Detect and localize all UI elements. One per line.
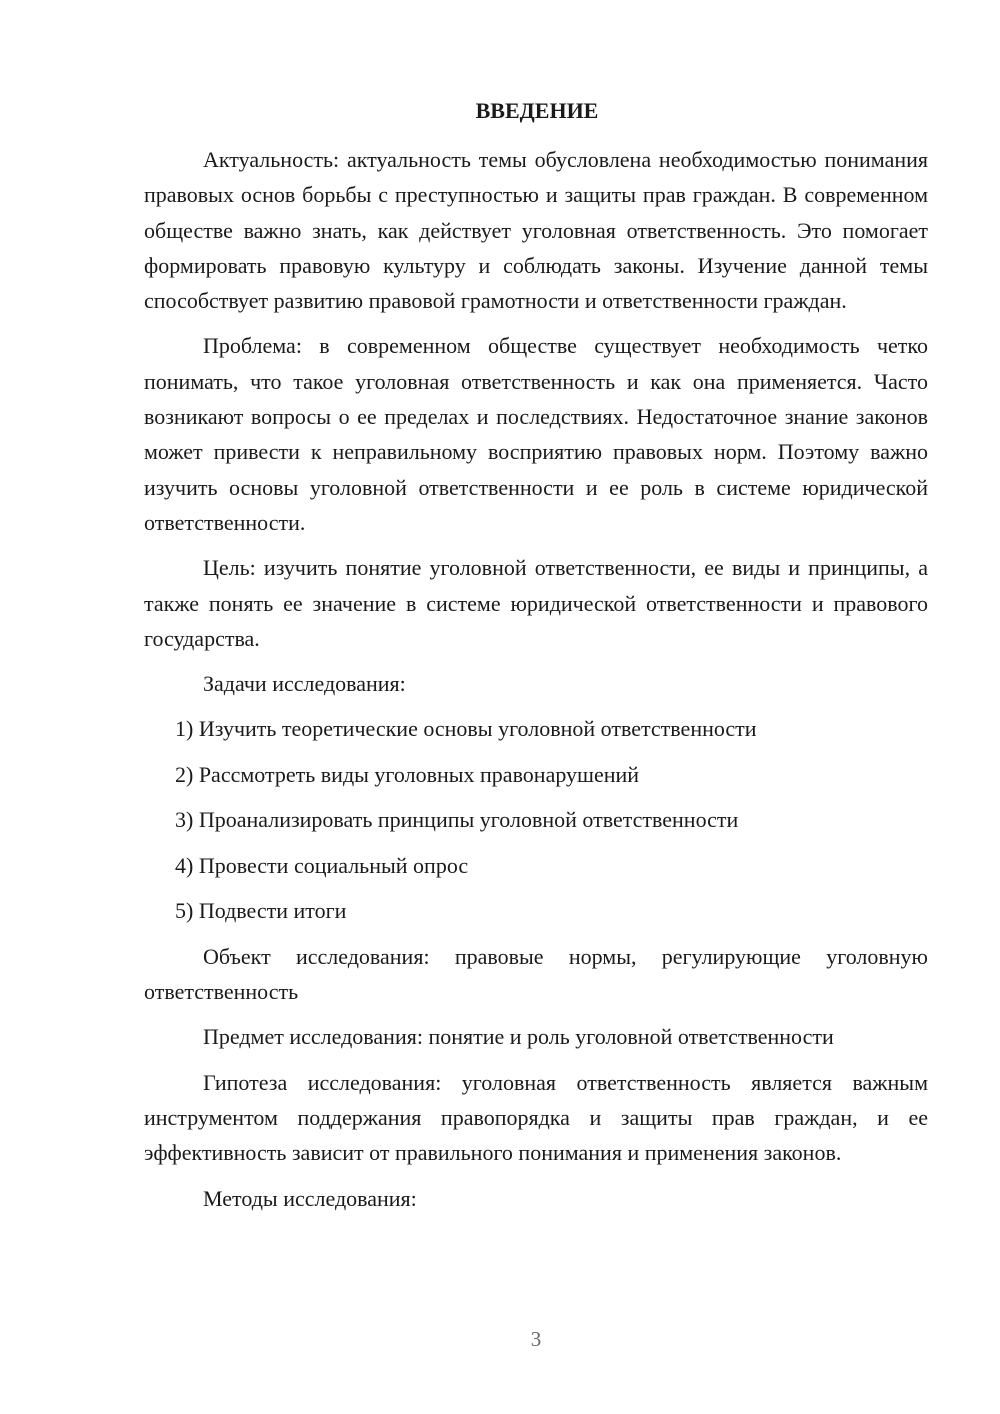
paragraph-problem: Проблема: в современном обществе существует необходимость четко понимать, что такое уголовная ответственность и как она применяется. Часто возникают вопросы о ее пределах и последствиях. Недостаточное знание законов может привести к неправильному восприятию правовых норм. Поэтому важно изучить основы уголовной ответственности и ее роль в системе юридической ответственности. <box>144 333 928 535</box>
paragraph-goal: Цель: изучить понятие уголовной ответственности, ее виды и принципы, а также понять ее значение в системе юридической ответственности и правового государства. <box>144 555 928 651</box>
tasks-list <box>144 711 928 928</box>
paragraph-tasks-heading: Задачи исследования: <box>203 671 406 697</box>
paragraph-subject: Предмет исследования: понятие и роль уголовной ответственности <box>203 1024 834 1050</box>
paragraph-relevance: Актуальность: актуальность темы обусловлена необходимостью понимания правовых основ борьбы с преступностью и защиты прав граждан. В современном обществе важно знать, как действует уголовная ответственность. Это помогает формировать правовую культуру и соблюдать законы. Изучение данной темы способствует развитию правовой грамотности и ответственности граждан. <box>144 147 928 314</box>
list-item: 4) Провести социальный опрос <box>175 852 469 878</box>
paragraph-methods: Методы исследования: <box>203 1185 417 1211</box>
paragraph-hypothesis: Гипотеза исследования: уголовная ответственность является важным инструментом поддержания правопорядка и защиты прав граждан, и ее эффективность зависит от правильного понимания и применения законов. <box>144 1069 928 1166</box>
page-number: 3 <box>530 1327 542 1351</box>
list-item: 5) Подвести итоги <box>175 898 347 924</box>
list-item: 1) Изучить теоретические основы уголовной ответственности <box>175 716 757 742</box>
paragraph-object: Объект исследования: правовые нормы, регулирующие уголовную ответственность <box>144 943 928 1005</box>
list-item: 2) Рассмотреть виды уголовных правонарушений <box>175 761 640 787</box>
list-item: 3) Проанализировать принципы уголовной ответственности <box>175 807 739 833</box>
section-heading: ВВЕДЕНИЕ <box>475 98 599 123</box>
page-content <box>144 96 928 1226</box>
